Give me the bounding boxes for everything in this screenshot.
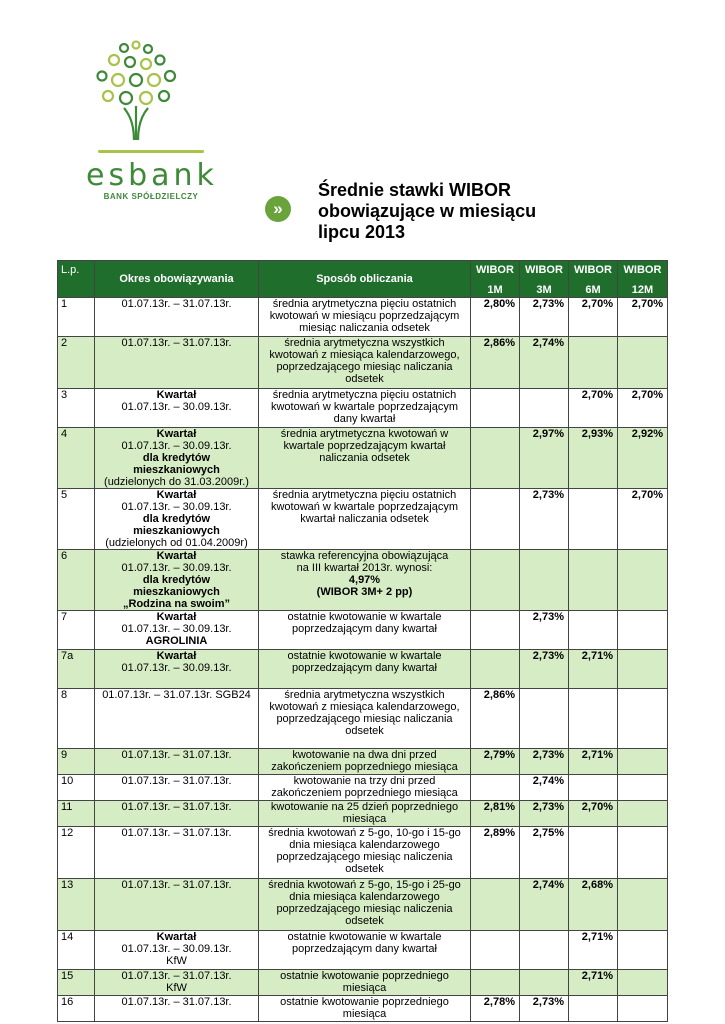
table-row xyxy=(58,428,668,489)
table-row xyxy=(58,931,668,970)
okres-line: Kwartał xyxy=(156,489,197,501)
header-wibor-6m xyxy=(569,261,618,298)
table-row xyxy=(58,650,668,689)
cell-sposob xyxy=(259,389,471,428)
cell-sposob xyxy=(259,931,471,970)
table-row xyxy=(58,489,668,550)
cell-wibor-12m xyxy=(618,550,668,611)
okres-line: Kwartał xyxy=(156,611,197,623)
cell-lp: 6 xyxy=(58,550,95,611)
cell-wibor-6m xyxy=(569,337,618,389)
cell-lp: 12 xyxy=(58,827,95,879)
cell-wibor-1m xyxy=(471,970,520,996)
page-title xyxy=(318,180,618,243)
cell-wibor-6m xyxy=(569,996,618,1022)
sposob-line: na III kwartał 2013r. wynosi: xyxy=(296,562,433,574)
okres-line: 01.07.13r. – 31.07.13r. xyxy=(121,827,232,839)
header-okres: Okres obowiązywania xyxy=(95,261,259,298)
cell-sposob xyxy=(259,827,471,879)
cell-sposob xyxy=(259,689,471,749)
sposob-line: średnia arytmetyczna kwotowań w xyxy=(280,428,449,440)
okres-line: (udzielonych od 01.04.2009r) xyxy=(105,537,248,549)
cell-sposob xyxy=(259,801,471,827)
logo-underline xyxy=(98,150,204,153)
table-row xyxy=(58,827,668,879)
wibor-rates-table xyxy=(57,260,668,1022)
okres-line: 01.07.13r. – 31.07.13r. xyxy=(121,970,232,982)
cell-wibor-1m xyxy=(471,389,520,428)
cell-wibor-6m xyxy=(569,827,618,879)
table-row xyxy=(58,689,668,749)
sposob-line: dnia miesiąca kalendarzowego xyxy=(289,891,440,903)
cell-okres xyxy=(95,775,259,801)
title-line: lipcu 2013 xyxy=(318,222,406,242)
cell-wibor-6m xyxy=(569,550,618,611)
header-wibor-3m xyxy=(520,261,569,298)
sposob-line: ostatnie kwotowanie poprzedniego xyxy=(280,996,449,1008)
cell-lp: 1 xyxy=(58,298,95,337)
cell-okres xyxy=(95,879,259,931)
sposob-line: średnia arytmetyczna pięciu ostatnich xyxy=(272,389,457,401)
cell-lp: 7a xyxy=(58,650,95,689)
cell-wibor-1m xyxy=(471,428,520,489)
cell-sposob xyxy=(259,879,471,931)
sposob-line: dnia miesiąca kalendarzowego xyxy=(289,839,440,851)
cell-wibor-12m xyxy=(618,337,668,389)
brand-subtitle: BANK SPÓŁDZIELCZY xyxy=(103,192,199,201)
cell-okres xyxy=(95,689,259,749)
cell-wibor-3m xyxy=(520,389,569,428)
okres-line: 01.07.13r. – 30.09.13r. xyxy=(121,401,232,413)
okres-line: KfW xyxy=(166,982,187,994)
header-wibor-label: WIBOR xyxy=(623,264,662,276)
okres-line: 01.07.13r. – 30.09.13r. xyxy=(121,501,232,513)
cell-okres xyxy=(95,298,259,337)
brand-name: esbank xyxy=(86,158,218,193)
cell-okres xyxy=(95,827,259,879)
sposob-line: miesiąc naliczania odsetek xyxy=(299,322,430,334)
cell-wibor-6m: 2,71% xyxy=(569,970,618,996)
sposob-line: ostatnie kwotowanie w kwartale xyxy=(287,931,442,943)
header-wibor-tenor: 1M xyxy=(487,284,503,296)
table-body xyxy=(58,298,668,1022)
header-sposob: Sposób obliczania xyxy=(259,261,471,298)
cell-lp: 16 xyxy=(58,996,95,1022)
sposob-line: kwotowanie na dwa dni przed xyxy=(292,749,437,761)
cell-wibor-6m: 2,70% xyxy=(569,389,618,428)
okres-line: (udzielonych do 31.03.2009r.) xyxy=(104,476,249,488)
cell-okres xyxy=(95,389,259,428)
cell-lp: 3 xyxy=(58,389,95,428)
cell-okres xyxy=(95,749,259,775)
cell-wibor-1m: 2,80% xyxy=(471,298,520,337)
cell-lp: 8 xyxy=(58,689,95,749)
okres-line: 01.07.13r. – 30.09.13r. xyxy=(121,662,232,674)
okres-line: „Rodzina na swoim” xyxy=(123,598,230,610)
sposob-line: średnia arytmetyczna wszystkich xyxy=(284,689,445,701)
header-wibor-label: WIBOR xyxy=(574,264,612,276)
cell-wibor-1m xyxy=(471,611,520,650)
sposob-line: miesiąca xyxy=(342,982,387,994)
cell-okres xyxy=(95,931,259,970)
cell-sposob xyxy=(259,489,471,550)
cell-okres xyxy=(95,970,259,996)
header-wibor-1m xyxy=(471,261,520,298)
tree-logo-icon xyxy=(86,40,216,152)
table-row xyxy=(58,775,668,801)
cell-wibor-12m xyxy=(618,879,668,931)
sposob-line: odsetek xyxy=(345,915,384,927)
sposob-line: odsetek xyxy=(345,725,384,737)
sposob-line: miesiąca xyxy=(342,1008,387,1020)
sposob-line: miesiąca xyxy=(342,813,387,825)
table-row xyxy=(58,389,668,428)
cell-wibor-6m xyxy=(569,489,618,550)
cell-lp: 2 xyxy=(58,337,95,389)
cell-okres xyxy=(95,428,259,489)
okres-line: 01.07.13r. – 31.07.13r. SGB24 xyxy=(102,689,251,701)
cell-lp: 14 xyxy=(58,931,95,970)
table-row xyxy=(58,298,668,337)
okres-line: 01.07.13r. – 31.07.13r. xyxy=(121,775,232,787)
cell-sposob xyxy=(259,550,471,611)
cell-wibor-3m: 2,73% xyxy=(520,611,569,650)
cell-wibor-3m: 2,73% xyxy=(520,801,569,827)
sposob-line: poprzedzającym dany kwartał xyxy=(292,662,437,674)
cell-wibor-12m: 2,70% xyxy=(618,489,668,550)
header-wibor-label: WIBOR xyxy=(525,264,563,276)
header-wibor-12m xyxy=(618,261,668,298)
cell-lp: 4 xyxy=(58,428,95,489)
cell-wibor-3m: 2,97% xyxy=(520,428,569,489)
cell-wibor-3m: 2,74% xyxy=(520,879,569,931)
sposob-line: średnia arytmetyczna wszystkich xyxy=(284,337,445,349)
sposob-line: zakończeniem poprzedniego miesiąca xyxy=(271,761,458,773)
sposob-line: poprzedzającego miesiąc naliczenia xyxy=(276,851,453,863)
cell-okres xyxy=(95,489,259,550)
okres-line: Kwartał xyxy=(156,550,197,562)
title-line: obowiązujące w miesiącu xyxy=(318,201,537,221)
sposob-line: 4,97% xyxy=(348,574,381,586)
okres-line: dla kredytów mieszkaniowych xyxy=(133,513,220,537)
cell-sposob xyxy=(259,428,471,489)
okres-line: 01.07.13r. – 31.07.13r. xyxy=(121,337,232,349)
cell-okres xyxy=(95,337,259,389)
cell-wibor-6m: 2,70% xyxy=(569,298,618,337)
cell-wibor-6m: 2,71% xyxy=(569,931,618,970)
sposob-line: poprzedzającego miesiąc naliczenia xyxy=(276,903,453,915)
okres-line: 01.07.13r. – 30.09.13r. xyxy=(121,623,232,635)
cell-lp: 11 xyxy=(58,801,95,827)
sposob-line: kwotowanie na 25 dzień poprzedniego xyxy=(270,801,459,813)
table-row xyxy=(58,337,668,389)
cell-wibor-12m xyxy=(618,689,668,749)
cell-sposob xyxy=(259,775,471,801)
sposob-line: ostatnie kwotowanie poprzedniego xyxy=(280,970,449,982)
cell-wibor-6m: 2,93% xyxy=(569,428,618,489)
okres-line: dla kredytów mieszkaniowych xyxy=(133,574,220,598)
cell-lp: 7 xyxy=(58,611,95,650)
bank-logo xyxy=(86,40,218,201)
sposob-line: kwotowań z miesiąca kalendarzowego, xyxy=(269,349,460,361)
cell-wibor-3m: 2,74% xyxy=(520,775,569,801)
sposob-line: kwotowań z miesiąca kalendarzowego, xyxy=(269,701,460,713)
cell-sposob xyxy=(259,749,471,775)
sposob-line: poprzedzającego miesiąc naliczania xyxy=(276,713,453,725)
sposob-line: naliczania odsetek xyxy=(319,452,410,464)
cell-wibor-1m: 2,81% xyxy=(471,801,520,827)
cell-wibor-12m xyxy=(618,749,668,775)
cell-wibor-12m: 2,92% xyxy=(618,428,668,489)
okres-line: Kwartał xyxy=(156,931,197,943)
cell-wibor-1m xyxy=(471,775,520,801)
okres-line: 01.07.13r. – 31.07.13r. xyxy=(121,749,232,761)
cell-wibor-6m: 2,70% xyxy=(569,801,618,827)
header-wibor-label: WIBOR xyxy=(476,264,514,276)
table-row xyxy=(58,879,668,931)
cell-wibor-12m: 2,70% xyxy=(618,298,668,337)
sposob-line: dany kwartał xyxy=(333,413,396,425)
cell-sposob xyxy=(259,996,471,1022)
table-row xyxy=(58,970,668,996)
cell-wibor-6m: 2,71% xyxy=(569,650,618,689)
cell-wibor-3m: 2,75% xyxy=(520,827,569,879)
cell-wibor-3m xyxy=(520,931,569,970)
okres-line: 01.07.13r. – 31.07.13r. xyxy=(121,801,232,813)
cell-wibor-1m xyxy=(471,489,520,550)
okres-line: Kwartał xyxy=(156,389,197,401)
title-line: Średnie stawki WIBOR xyxy=(318,180,512,200)
cell-okres xyxy=(95,650,259,689)
cell-wibor-1m xyxy=(471,650,520,689)
okres-line: 01.07.13r. – 30.09.13r. xyxy=(121,440,232,452)
table-header-row xyxy=(58,261,668,298)
sposob-line: kwartale poprzedzającym kwartał xyxy=(283,440,446,452)
sposob-line: ostatnie kwotowanie w kwartale xyxy=(287,611,442,623)
header-wibor-tenor: 12M xyxy=(631,284,654,296)
cell-wibor-3m: 2,73% xyxy=(520,489,569,550)
okres-line: 01.07.13r. – 30.09.13r. xyxy=(121,943,232,955)
okres-line: Kwartał xyxy=(156,428,197,440)
cell-wibor-1m xyxy=(471,879,520,931)
cell-wibor-3m: 2,73% xyxy=(520,996,569,1022)
table-row xyxy=(58,801,668,827)
cell-wibor-6m xyxy=(569,689,618,749)
header-wibor-tenor: 3M xyxy=(536,284,552,296)
cell-lp: 13 xyxy=(58,879,95,931)
cell-wibor-3m xyxy=(520,970,569,996)
table-row xyxy=(58,996,668,1022)
okres-line: 01.07.13r. – 31.07.13r. xyxy=(121,298,232,310)
cell-sposob xyxy=(259,611,471,650)
okres-line: dla kredytów mieszkaniowych xyxy=(133,452,220,476)
cell-wibor-12m xyxy=(618,931,668,970)
sposob-line: odsetek xyxy=(345,373,384,385)
table-row xyxy=(58,749,668,775)
sposob-line: kwotowanie na trzy dni przed xyxy=(293,775,436,787)
cell-okres xyxy=(95,996,259,1022)
okres-line: Kwartał xyxy=(156,650,197,662)
cell-wibor-3m xyxy=(520,550,569,611)
double-chevron-right-icon: » xyxy=(265,196,291,222)
cell-wibor-1m: 2,86% xyxy=(471,689,520,749)
header-lp: L.p. xyxy=(58,261,95,298)
cell-sposob xyxy=(259,337,471,389)
cell-wibor-12m xyxy=(618,827,668,879)
cell-wibor-3m: 2,74% xyxy=(520,337,569,389)
cell-wibor-1m: 2,78% xyxy=(471,996,520,1022)
okres-line: 01.07.13r. – 31.07.13r. xyxy=(121,879,232,891)
cell-wibor-12m xyxy=(618,970,668,996)
okres-line: 01.07.13r. – 30.09.13r. xyxy=(121,562,232,574)
sposob-line: średnia arytmetyczna pięciu ostatnich xyxy=(272,489,457,501)
cell-wibor-3m: 2,73% xyxy=(520,650,569,689)
sposob-line: (WIBOR 3M+ 2 pp) xyxy=(316,586,413,598)
cell-wibor-3m: 2,73% xyxy=(520,298,569,337)
sposob-line: ostatnie kwotowanie w kwartale xyxy=(287,650,442,662)
cell-okres xyxy=(95,550,259,611)
sposob-line: zakończeniem poprzedniego miesiąca xyxy=(271,787,458,799)
table-row xyxy=(58,611,668,650)
cell-wibor-1m: 2,89% xyxy=(471,827,520,879)
cell-wibor-1m xyxy=(471,550,520,611)
cell-wibor-12m xyxy=(618,801,668,827)
sposob-line: kwotowań w miesiącu poprzedzającym xyxy=(269,310,460,322)
table-row xyxy=(58,550,668,611)
cell-lp: 15 xyxy=(58,970,95,996)
cell-okres xyxy=(95,801,259,827)
sposob-line: kwotowań w kwartale poprzedzającym xyxy=(270,401,459,413)
cell-wibor-12m xyxy=(618,650,668,689)
cell-okres xyxy=(95,611,259,650)
okres-line: 01.07.13r. – 31.07.13r. xyxy=(121,996,232,1008)
cell-wibor-3m xyxy=(520,689,569,749)
sposob-line: stawka referencyjna obowiązująca xyxy=(280,550,449,562)
cell-wibor-1m xyxy=(471,931,520,970)
cell-wibor-6m xyxy=(569,775,618,801)
cell-sposob xyxy=(259,650,471,689)
cell-sposob xyxy=(259,298,471,337)
sposob-line: poprzedzającego miesiąc naliczania xyxy=(276,361,453,373)
sposob-line: poprzedzającym dany kwartał xyxy=(292,623,437,635)
cell-wibor-12m: 2,70% xyxy=(618,389,668,428)
sposob-line: poprzedzającym dany kwartał xyxy=(292,943,437,955)
cell-wibor-12m xyxy=(618,996,668,1022)
cell-wibor-6m xyxy=(569,611,618,650)
sposob-line: średnia kwotowań z 5-go, 15-go i 25-go xyxy=(268,879,461,891)
sposob-line: kwartał naliczania odsetek xyxy=(300,513,429,525)
header-wibor-tenor: 6M xyxy=(585,284,601,296)
okres-line: AGROLINIA xyxy=(145,635,208,647)
cell-wibor-6m: 2,68% xyxy=(569,879,618,931)
cell-lp: 5 xyxy=(58,489,95,550)
cell-wibor-12m xyxy=(618,775,668,801)
cell-wibor-3m: 2,73% xyxy=(520,749,569,775)
cell-wibor-6m: 2,71% xyxy=(569,749,618,775)
cell-wibor-1m: 2,79% xyxy=(471,749,520,775)
cell-wibor-12m xyxy=(618,611,668,650)
sposob-line: średnia kwotowań z 5-go, 10-go i 15-go xyxy=(268,827,461,839)
cell-lp: 9 xyxy=(58,749,95,775)
cell-lp: 10 xyxy=(58,775,95,801)
okres-line: KfW xyxy=(166,955,187,967)
sposob-line: średnia arytmetyczna pięciu ostatnich xyxy=(272,298,457,310)
sposob-line: odsetek xyxy=(345,863,384,875)
cell-sposob xyxy=(259,970,471,996)
cell-wibor-1m: 2,86% xyxy=(471,337,520,389)
sposob-line: kwotowań w kwartale poprzedzającym xyxy=(270,501,459,513)
